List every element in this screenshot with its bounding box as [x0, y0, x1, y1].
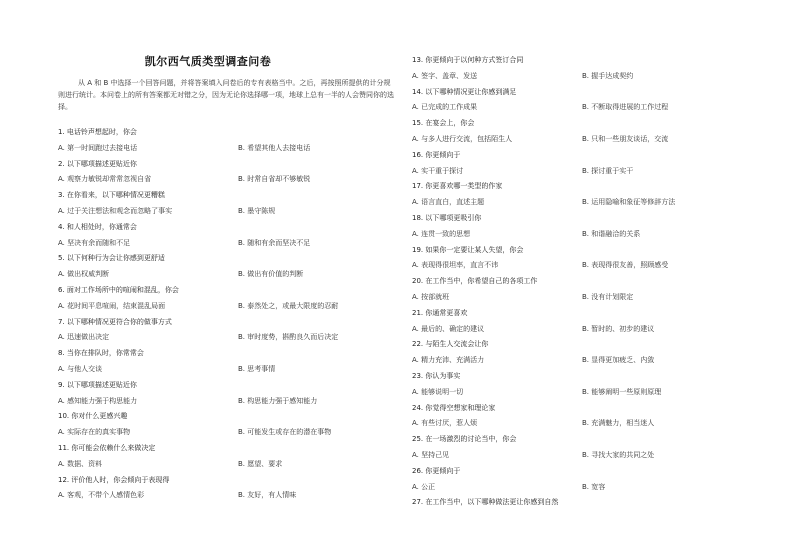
question-text: 18. 以下哪项更吸引你 [412, 214, 482, 222]
option-a[interactable]: A. 签字、盖章、发送 [412, 71, 478, 80]
question-text: 20. 在工作当中，你希望自己的各项工作 [412, 277, 538, 286]
intro-paragraph: 从 A 和 B 中选择一个回答问题，并将答案填入问卷后的专有表格当中。之后，再按照所提供的计分规则进行统计。本问卷上的所有答案都无对错之分，因为无论你选择哪一项，地球上总有一半的人会赞同你的选择。 [58, 79, 394, 111]
page-title: 凯尔西气质类型调查问卷 [144, 55, 272, 68]
question-text: 11. 你可能会依赖什么来做决定 [58, 444, 156, 452]
options-row [412, 101, 748, 113]
option-a[interactable]: A. 按部就班 [412, 293, 450, 301]
option-a[interactable]: A. 坚持己见 [412, 451, 450, 459]
option-a[interactable]: A. 表现得很坦率，直言不讳 [412, 261, 499, 270]
option-a[interactable]: A. 观察力敏锐却常常忽视自省 [58, 175, 152, 184]
option-b[interactable]: B. 随和有余而坚决不足 [238, 238, 311, 247]
options-row [412, 165, 748, 177]
option-a[interactable]: A. 迅速做出决定 [58, 333, 110, 342]
option-b[interactable]: B. 和谐融洽的关系 [582, 229, 641, 238]
option-b[interactable]: B. 构思能力强于感知能力 [238, 396, 318, 405]
option-a[interactable]: A. 过于关注想法和观念而忽略了事实 [58, 207, 173, 215]
option-a[interactable]: A. 数据、资料 [58, 459, 103, 468]
option-b[interactable]: B. 做出有价值的判断 [238, 270, 304, 279]
options-row [412, 417, 748, 429]
option-a[interactable]: A. 感知能力强于构思能力 [58, 396, 138, 405]
option-a[interactable]: A. 精力充沛、充满活力 [412, 356, 485, 365]
option-a[interactable]: A. 连贯一致的思想 [412, 229, 471, 238]
question-text: 25. 在一场激烈的讨论当中，你会 [412, 435, 517, 444]
options-row [412, 259, 748, 271]
option-b[interactable]: B. 思考事情 [238, 365, 276, 373]
option-b[interactable]: B. 运用隐喻和象征等修辞方法 [582, 198, 676, 207]
question-text: 21. 你通常更喜欢 [412, 308, 468, 317]
option-a[interactable]: A. 实干重于探讨 [412, 166, 464, 175]
question-text: 19. 如果你一定要让某人失望，你会 [412, 245, 524, 254]
option-b[interactable]: B. 不断取得进展的工作过程 [582, 103, 669, 112]
option-a[interactable]: A. 实际存在的真实事物 [58, 428, 131, 437]
options-row [58, 331, 394, 343]
options-row [58, 268, 394, 280]
option-b[interactable]: B. 希望其他人去接电话 [238, 143, 311, 152]
option-a[interactable]: A. 做出权威判断 [58, 270, 110, 279]
option-b[interactable]: B. 寻找大家的共同之处 [582, 451, 655, 459]
options-row [412, 196, 748, 208]
option-a[interactable]: A. 坚决有余而随和不足 [58, 238, 131, 247]
option-b[interactable]: B. 握手达成契约 [582, 71, 634, 80]
option-b[interactable]: B. 暂时的、初步的建议 [582, 324, 655, 333]
option-b[interactable]: B. 宽容 [582, 482, 606, 491]
question-text: 1. 电话铃声想起时，你会 [58, 128, 137, 136]
option-b[interactable]: B. 没有计划限定 [582, 293, 634, 301]
question-text: 10. 你对什么更感兴趣 [58, 412, 128, 421]
option-a[interactable]: A. 公正 [412, 482, 436, 491]
options-row [412, 354, 748, 366]
option-a[interactable]: A. 客观，不带个人感情色彩 [58, 491, 145, 500]
option-a[interactable]: A. 语言直白，直述主题 [412, 198, 485, 207]
options-row [58, 142, 394, 154]
option-a[interactable]: A. 有些讨厌，惹人烦 [412, 419, 478, 428]
question-text: 22. 与陌生人交流会让你 [412, 340, 489, 349]
question-text: 3. 在你看来，以下哪种情况更糟糕 [58, 191, 165, 200]
option-a[interactable]: A. 已完成的工作成果 [412, 103, 478, 112]
option-a[interactable]: A. 最后的、确定的建议 [412, 324, 485, 333]
option-b[interactable]: B. 泰然处之，或最大限度的忍耐 [238, 301, 339, 310]
options-row [412, 70, 748, 82]
question-text: 14. 以下哪种情况更让你感到满足 [412, 87, 517, 96]
option-b[interactable]: B. 审时度势，斟酌良久而后决定 [238, 333, 339, 342]
options-row [412, 386, 748, 398]
options-row [58, 395, 394, 407]
options-row [412, 449, 748, 461]
question-text: 6. 面对工作场所中的喧闹和混乱，你会 [58, 286, 179, 294]
question-text: 13. 你更倾向于以何种方式签订合同 [412, 56, 524, 64]
question-text: 7. 以下哪种情况更符合你的做事方式 [58, 317, 172, 326]
question-text: 17. 你更喜欢哪一类型的作家 [412, 182, 503, 191]
options-row [58, 237, 394, 249]
question-text: 24. 你觉得空想家和理论家 [412, 403, 496, 412]
question-text: 27. 在工作当中，以下哪种做法更让你感到自然 [412, 498, 559, 507]
options-row [58, 363, 394, 375]
option-a[interactable]: A. 花时间平息喧闹，结束混乱局面 [58, 301, 166, 310]
option-b[interactable]: B. 显得更加疲乏、内敛 [582, 356, 655, 365]
options-row [58, 300, 394, 312]
options-row [58, 489, 394, 501]
option-a[interactable]: A. 第一时间跑过去接电话 [58, 143, 138, 152]
question-text: 16. 你更倾向于 [412, 150, 461, 159]
option-a[interactable]: A. 与多人进行交流，包括陌生人 [412, 135, 513, 143]
options-row [412, 323, 748, 335]
options-row [412, 291, 748, 303]
question-text: 26. 你更倾向于 [412, 466, 461, 475]
question-text: 2. 以下哪项描述更贴近你 [58, 159, 137, 168]
option-b[interactable]: B. 表现得很友善，照顾感受 [582, 261, 669, 270]
option-b[interactable]: B. 可能发生或存在的潜在事物 [238, 428, 332, 437]
question-text: 4. 和人相处时，你通常会 [58, 222, 137, 231]
options-row [58, 205, 394, 217]
option-a[interactable]: A. 能够说明一切 [412, 387, 464, 396]
option-b[interactable]: B. 愿望、要求 [238, 459, 283, 468]
option-b[interactable]: B. 只和一些朋友谈话，交流 [582, 135, 669, 143]
options-row [58, 458, 394, 470]
options-row [412, 133, 748, 145]
question-text: 8. 当你在排队时，你常常会 [58, 349, 144, 358]
option-b[interactable]: B. 充满魅力，相当迷人 [582, 419, 655, 428]
question-text: 23. 你认为事实 [412, 372, 461, 380]
question-text: 12. 评价他人时，你会倾向于表现得 [58, 475, 170, 484]
options-row [58, 173, 394, 185]
option-b[interactable]: B. 墨守陈规 [238, 207, 276, 215]
option-b[interactable]: B. 时常自省却不够敏锐 [238, 175, 311, 184]
question-text: 9. 以下哪项描述更贴近你 [58, 380, 137, 389]
options-row [58, 426, 394, 438]
question-text: 5. 以下何种行为会让你感到更舒适 [58, 254, 165, 263]
option-a[interactable]: A. 与他人交谈 [58, 365, 103, 373]
option-b[interactable]: B. 友好，有人情味 [238, 491, 297, 500]
option-b[interactable]: B. 能够阐明一些原则原理 [582, 387, 662, 396]
option-b[interactable]: B. 探讨重于实干 [582, 166, 634, 175]
question-text: 15. 在宴会上，你会 [412, 119, 475, 128]
options-row [412, 228, 748, 240]
options-row [412, 481, 748, 493]
